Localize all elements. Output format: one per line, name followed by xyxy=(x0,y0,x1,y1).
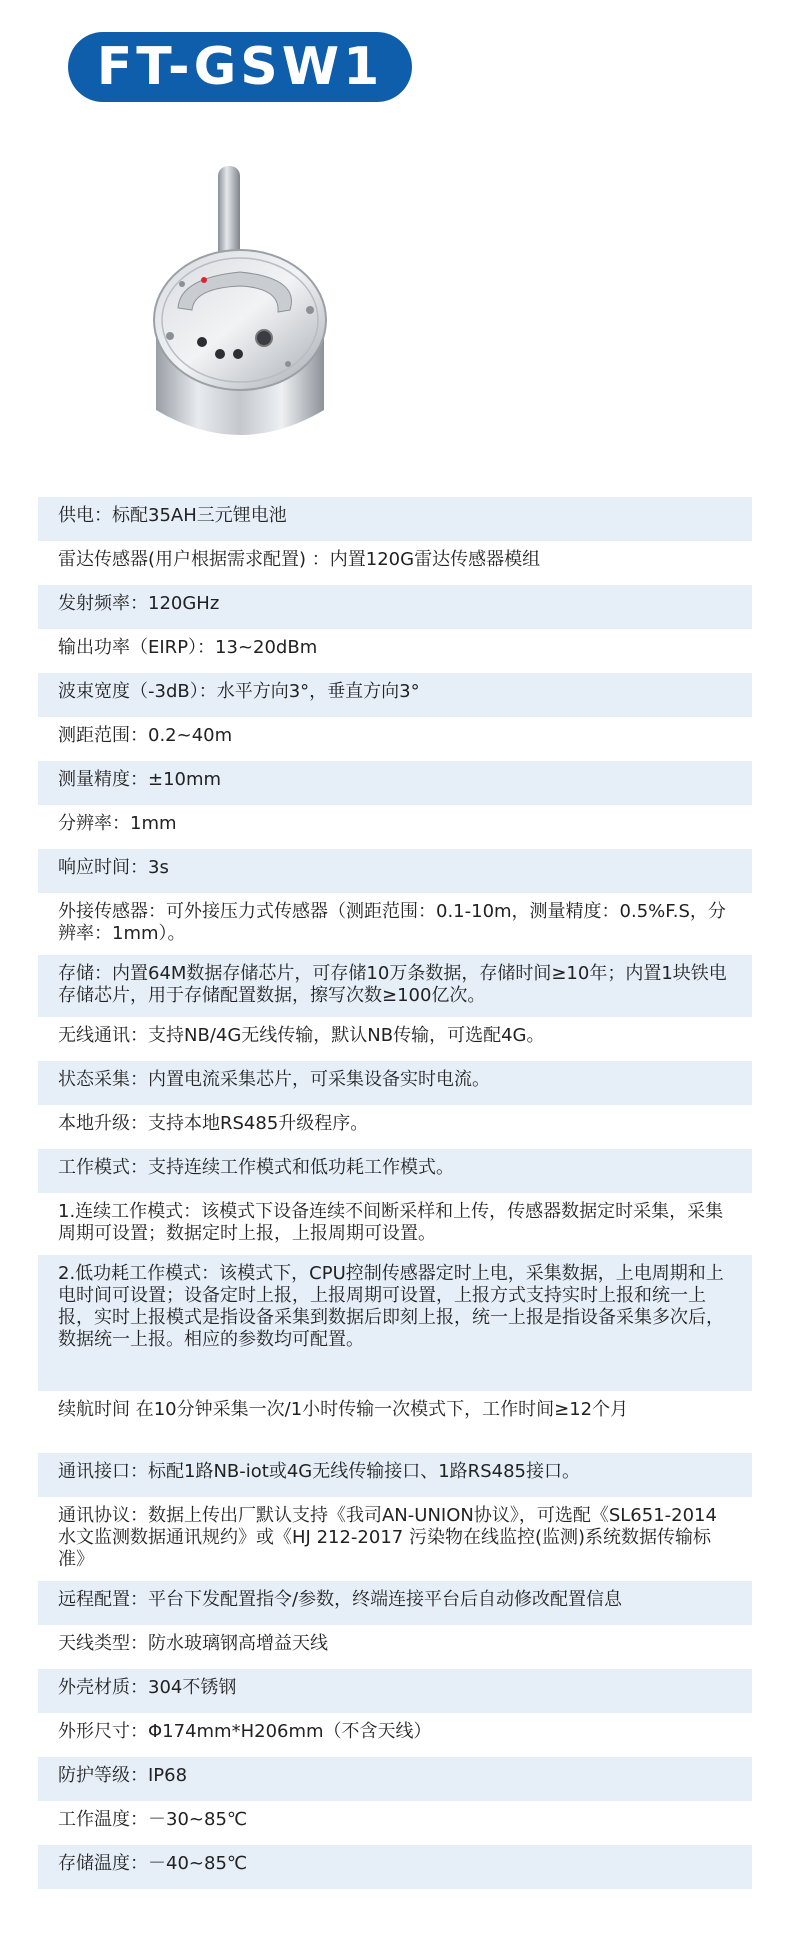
spec-row: 测量精度：±10mm xyxy=(38,761,752,805)
spec-row: 工作模式：支持连续工作模式和低功耗工作模式。 xyxy=(38,1149,752,1193)
product-title: FT-GSW1 xyxy=(68,32,412,102)
spec-row: 2.低功耗工作模式：该模式下，CPU控制传感器定时上电，采集数据，上电周期和上电时间可设置；设备定时上报，上报周期可设置，上报方式支持实时上报和统一上报，实时上报模式是指设备采集到数据后即刻上报，统一上报是指设备采集多次后，数据统一上报。相应的参数均可配置。 xyxy=(38,1255,752,1391)
spec-row: 外壳材质：304不锈钢 xyxy=(38,1669,752,1713)
spec-list xyxy=(38,497,752,1889)
spec-row: 测距范围：0.2~40m xyxy=(58,725,233,746)
spec-row: 续航时间 在10分钟采集一次/1小时传输一次模式下，工作时间≥12个月 xyxy=(58,1399,629,1420)
spec-row: 外接传感器：可外接压力式传感器（测距范围：0.1-10m，测量精度：0.5%F.S，分辨率：1mm）。 xyxy=(58,901,726,944)
spec-row: 雷达传感器(用户根据需求配置) ：内置120G雷达传感器模组 xyxy=(58,549,541,570)
spec-row: 分辨率：1mm xyxy=(58,813,177,834)
spec-row: 存储温度：－40~85℃ xyxy=(38,1845,752,1889)
spec-row: 通讯协议：数据上传出厂默认支持《我司AN-UNION协议》，可选配《SL651-2014 水文监测数据通讯规约》或《HJ 212-2017 污染物在线监控(监测)系统数据传输标准》 xyxy=(58,1505,717,1570)
spec-row: 供电：标配35AH三元锂电池 xyxy=(38,497,752,541)
spec-row: 输出功率（EIRP）：13~20dBm xyxy=(58,637,318,658)
spec-row: 1.连续工作模式：该模式下设备连续不间断采样和上传，传感器数据定时采集，采集周期可设置；数据定时上报，上报周期可设置。 xyxy=(58,1201,724,1244)
spec-row: 无线通讯：支持NB/4G无线传输，默认NB传输，可选配4G。 xyxy=(58,1025,545,1046)
spec-row: 天线类型：防水玻璃钢高增益天线 xyxy=(58,1633,328,1654)
spec-row: 状态采集：内置电流采集芯片，可采集设备实时电流。 xyxy=(38,1061,752,1105)
spec-row: 防护等级：IP68 xyxy=(38,1757,752,1801)
spec-row: 外形尺寸：Φ174mm*H206mm（不含天线） xyxy=(58,1721,432,1742)
spec-row: 远程配置：平台下发配置指令/参数，终端连接平台后自动修改配置信息 xyxy=(38,1581,752,1625)
spec-row: 响应时间：3s xyxy=(38,849,752,893)
spec-row: 存储：内置64M数据存储芯片，可存储10万条数据，存储时间≥10年；内置1块铁电存储芯片，用于存储配置数据，擦写次数≥100亿次。 xyxy=(38,955,752,1017)
spec-row: 波束宽度（-3dB）：水平方向3°，垂直方向3° xyxy=(38,673,752,717)
product-image xyxy=(140,160,340,460)
spec-row: 通讯接口：标配1路NB-iot或4G无线传输接口、1路RS485接口。 xyxy=(38,1453,752,1497)
spec-row: 工作温度：－30~85℃ xyxy=(58,1809,248,1830)
spec-row: 发射频率：120GHz xyxy=(38,585,752,629)
spec-row: 本地升级：支持本地RS485升级程序。 xyxy=(58,1113,369,1134)
